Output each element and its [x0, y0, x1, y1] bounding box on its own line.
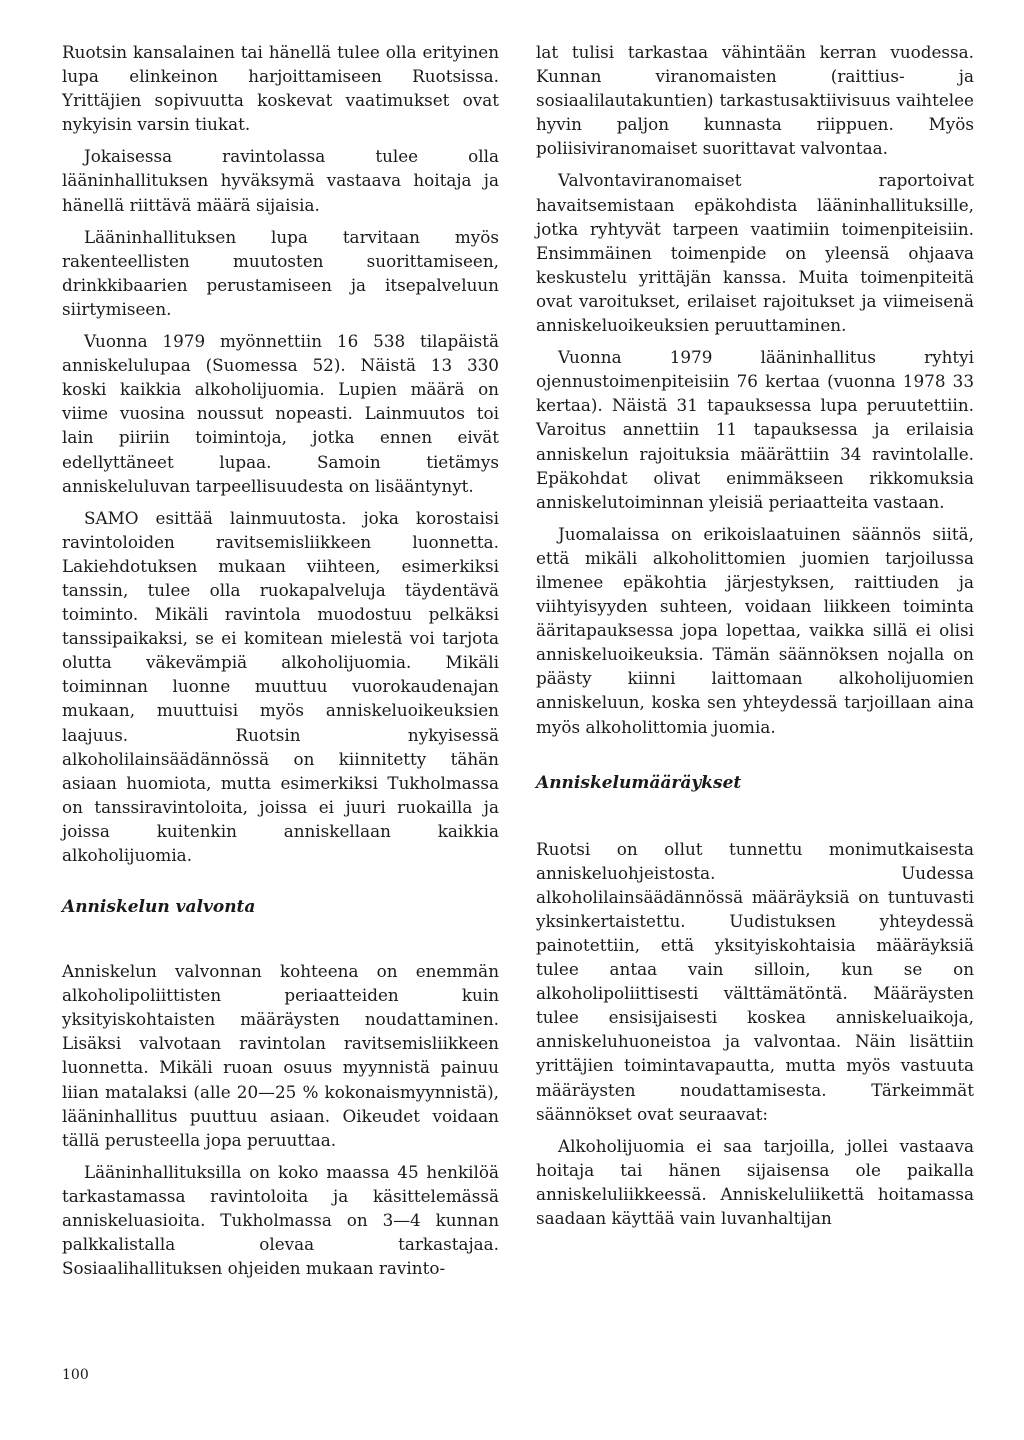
right-column [536, 40, 974, 1238]
section-heading: Anniskelun valvonta [62, 897, 256, 918]
paragraph: Vuonna 1979 myönnettiin 16 538 tilapäistä anniskelulupaa (Suomessa 52). Näistä 13 330 koski kaikkia alkoholijuomia. Lupien määrä on viime vuosina noussut nopeasti. Lainmuutos toi lain piiriin toimintoja, jotka ennen eivät edellyttäneet lupaa. Samoin tietämys anniskeluluvan tarpeellisuudesta on lisääntynyt. [62, 331, 499, 496]
section-heading: Anniskelumääräykset [536, 772, 742, 793]
paragraph: Ruotsin kansalainen tai hänellä tulee olla erityinen lupa elinkeinon harjoittamiseen Ruotsissa. Yrittäjien sopivuutta koskevat vaatimukset ovat nykyisin varsin tiukat. [62, 42, 499, 135]
paragraph: Valvontaviranomaiset raportoivat havaitsemistaan epäkohdista lääninhallituksille, jotka ryhtyvät tarpeen vaatimiin toimenpiteisiin. Ensimmäinen toimenpide on yleensä ohjaava keskustelu yrittäjän kanssa. Muita toimenpiteitä ovat varoitukset, erilaiset rajoitukset ja viimeisenä anniskeluoikeuksien peruuttaminen. [536, 170, 974, 336]
paragraph: Alkoholijuomia ei saa tarjoilla, jollei vastaava hoitaja tai hänen sijaisensa ole paikalla anniskeluliikkeessä. Anniskeluliikettä hoitamassa saadaan käyttää vain luvanhaltijan [536, 1135, 974, 1229]
paragraph: lat tulisi tarkastaa vähintään kerran vuodessa. Kunnan viranomaisten (raittius- ja sosiaalilautakuntien) tarkastusaktiivisuus vaihtelee hyvin paljon kunnasta riippuen. Myös poliisiviranomaiset suorittavat valvontaa. [536, 42, 974, 159]
paragraph: Juomalaissa on erikoislaatuinen säännös siitä, että mikäli alkoholittomien juomien tarjoilussa ilmenee epäkohtia järjestyksen, raittiuden ja viihtyisyyden suhteen, voidaan liikkeen toiminta ääritapauksessa jopa lopettaa, vaikka sillä ei olisi anniskeluoikeuksia. Tämän säännöksen nojalla on päästy kiinni laittomaan alkoholijuomien anniskeluun, koska sen yhteydessä tarjoillaan aina myös alkoholittomia juomia. [536, 523, 974, 737]
left-column [62, 40, 499, 1288]
paragraph: Ruotsi on ollut tunnettu monimutkaisesta anniskeluohjeistosta. Uudessa alkoholilainsäädännössä määräyksiä on tuntuvasti yksinkertaistettu. Uudistuksen yhteydessä painotettiin, että yksityiskohtaisia määräyksiä tulee antaa vain silloin, kun se on alkoholipoliittisesti välttämätöntä. Määräysten tulee ensisijaisesti koskea anniskeluaikoja, anniskeluhuoneistoa ja valvontaa. Näin lisättiin yrittäjien toimintavapautta, mutta myös vastuuta määräysten noudattamisesta. Tärkeimmät säännökset ovat seuraavat: [536, 838, 974, 1124]
paragraph: SAMO esittää lainmuutosta. joka korostaisi ravintoloiden ravitsemisliikkeen luonnetta. Lakiehdotuksen mukaan viihteen, esimerkiksi tanssin, tulee olla ruokapalveluja täydentävä toiminto. Mikäli ravintola muodostuu pelkäksi tanssipaikaksi, se ei komitean mielestä voi tarjota olutta väkevämpiä alkoholijuomia. Mikäli toiminnan luonne muuttuu vuorokaudenajan mukaan, muuttuisi myös anniskeluoikeuksien laajuus. Ruotsin nykyisessä alkoholilainsäädännössä on kiinnitetty tähän asiaan huomiota, mutta esimerkiksi Tukholmassa on tanssiravintoloita, joissa ei juuri ruokailla ja joissa kuitenkin anniskellaan kaikkia alkoholijuomia. [62, 507, 499, 865]
paragraph: Lääninhallituksilla on koko maassa 45 henkilöä tarkastamassa ravintoloita ja käsittelemässä anniskeluasioita. Tukholmassa on 3—4 kunnan palkkalistalla olevaa tarkastajaa. Sosiaalihallituksen ohjeiden mukaan ravinto- [62, 1161, 499, 1279]
paragraph: Vuonna 1979 lääninhallitus ryhtyi ojennustoimenpiteisiin 76 kertaa (vuonna 1978 33 kertaa). Näistä 31 tapauksessa lupa peruutettiin. Varoitus annettiin 11 tapauksessa ja erilaisia anniskelun rajoituksia määrättiin 34 ravintolalle. Epäkohdat olivat enimmäkseen rikkomuksia anniskelutoiminnan yleisiä periaatteita vastaan. [536, 347, 974, 512]
page-number: 100 [62, 1367, 89, 1383]
paragraph: Anniskelun valvonnan kohteena on enemmän alkoholipoliittisten periaatteiden kuin yksityiskohtaisten määräysten noudattaminen. Lisäksi valvotaan ravintolan ravitsemisliikkeen luonnetta. Mikäli ruoan osuus myynnistä painuu liian matalaksi (alle 20—25 % kokonaismyynnistä), lääninhallitus puuttuu asiaan. Oikeudet voidaan tällä perusteella jopa peruuttaa. [62, 961, 499, 1150]
paragraph: Jokaisessa ravintolassa tulee olla lääninhallituksen hyväksymä vastaava hoitaja ja hänellä riittävä määrä sijaisia. [62, 146, 499, 215]
paragraph: Lääninhallituksen lupa tarvitaan myös rakenteellisten muutosten suorittamiseen, drinkkibaarien perustamiseen ja itsepalveluun siirtymiseen. [62, 226, 499, 319]
